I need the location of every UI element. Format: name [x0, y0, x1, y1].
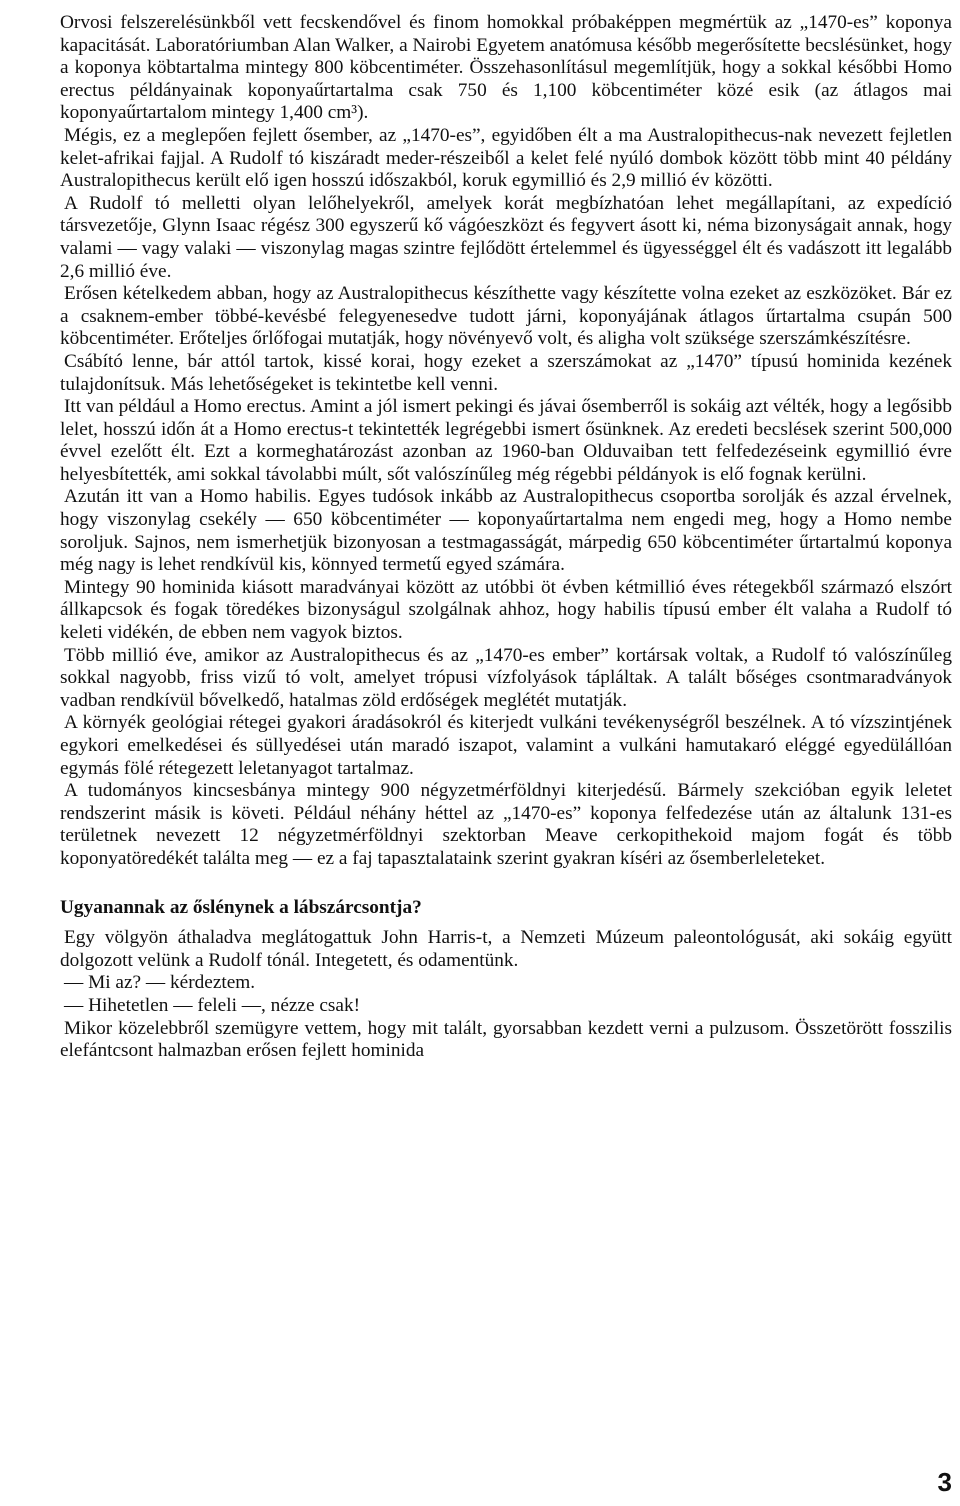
paragraph: — Hihetetlen — feleli —, nézze csak!: [64, 994, 361, 1016]
paragraph: Több millió éve, amikor az Australopithecus és az „1470-es ember” kortársak voltak, a Rudolf tó valószínűleg sokkal nagyobb, friss vizű tó volt, amelyet trópusi vízfolyások tápláltak. A talált bőséges csontmaradványok vadban rendkívül bővelkedő, hatalmas zöld erdőségek meglétét mutatják.: [60, 644, 952, 711]
paragraph: Egy völgyön áthaladva meglátogattuk John Harris-t, a Nemzeti Múzeum paleontológusát, aki sokáig együtt dolgozott velünk a Rudolf tónál. Integetett, és odamentünk.: [60, 927, 952, 971]
paragraph: A környék geológiai rétegei gyakori áradásokról és kiterjedt vulkáni tevékenységről beszélnek. A tó vízszintjének egykori emelkedései és süllyedései után maradó iszapot, valamint a vulkáni hamutakaró eléggé egyedülállóan egymás fölé rétegezett leletanyagot tartalmaz.: [60, 712, 952, 779]
paragraph: Csábító lenne, bár attól tartok, kissé korai, hogy ezeket a szerszámokat az „1470” típusú hominida kezének tulajdonítsuk. Más lehetőségeket is tekintetbe kell venni.: [60, 350, 952, 395]
paragraph: — Mi az? — kérdeztem.: [64, 972, 256, 994]
page-number: 3: [937, 1467, 952, 1497]
paragraph: A tudományos kincsesbánya mintegy 900 négyzetmérföldnyi kiterjedésű. Bármely szekcióban egyik leletet rendszerint másik is követi. Például néhány héttel az „1470-es” koponya felfedezése után az általunk 131-es területnek nevezett 12 négyzetmérföldnyi szektorban Meave cerkopithekoid majom fogát és több koponyatöredékét találta meg — ez a faj tapasztalataink szerint gyakran kíséri az ősemberleleteket.: [60, 780, 952, 869]
paragraph: Orvosi felszerelésünkből vett fecskendővel és finom homokkal próbaképpen megmértük az „1470-es” koponya kapacitását. Laboratóriumban Alan Walker, a Nairobi Egyetem anatómusa később megerősítette becslésünket, hogy a koponya köbtartalma mintegy 800 köbcentiméter. Összehasonlításul megemlítjük, hogy a sokkal későbbi Homo erectus példányainak koponyaűrtartalma csak 750 és 1,100 köbcentiméter közé esik (az átlagos mai koponyaűrtartalom mintegy 1,400 cm³).: [60, 12, 952, 124]
paragraph: Mégis, ez a meglepően fejlett ősember, az „1470-es”, egyidőben élt a ma Australopithecus-nak nevezett fejletlen kelet-afrikai fajjal. A Rudolf tó kiszáradt meder-részeiből a kelet felé nyúló dombok között több mint 40 példány Australopithecus került elő igen hosszú időszakból, koruk egymillió és 2,9 millió év közötti.: [60, 124, 952, 192]
body-text-section-1: [60, 12, 952, 871]
paragraph: A Rudolf tó melletti olyan lelőhelyekről, amelyek korát megbízhatóan lehet megállapítani, az expedíció társvezetője, Glynn Isaac régész 300 egyszerű kő vágóeszközt és fegyvert ásott ki, néma bizonyságait annak, hogy valami — vagy valaki — viszonylag magas szintre fejlődött értelemmel és ügyességgel élt és vadászott itt legalább 2,6 millió éve.: [60, 192, 952, 282]
paragraph: Erősen kételkedem abban, hogy az Australopithecus készíthette vagy készítette volna ezeket az eszközöket. Bár ez a csaknem-ember többé-kevésbé felegyenesedve tudott járni, koponyájának átlagos űrtartalma csupán 500 köbcentiméter. Erőteljes őrlőfogai mutatják, hogy növényevő volt, és aligha volt szüksége szerszámkészítésre.: [60, 283, 952, 350]
paragraph: Mintegy 90 hominida kiásott maradványai között az utóbbi öt évben kétmillió éves rétegekből származó elszórt állkapcsok és fogak töredékes bizonyságul szolgálnak ahhoz, hogy habilis típusú ember élt valaha a Rudolf tó keleti vidékén, de ebben nem vagyok biztos.: [60, 576, 952, 644]
paragraph: Itt van például a Homo erectus. Amint a jól ismert pekingi és jávai ősemberről is sokáig azt vélték, hogy a legősibb lelet, hosszú időn át a Homo erectus-t tekintették legrégebbi ismert ősünknek. Az eredeti becslések szerint 500,000 évvel ezelőtt élt. Ezt a kormeghatározást azonban az 1960-ban Olduvaiban tett felfedezéseink egymillió évre helyesbítették, ami sokkal távolabbi múlt, sőt valószínűleg még régebbi példányok is elő fognak kerülni.: [60, 396, 952, 485]
section-heading: Ugyanannak az őslénynek a lábszárcsontja?: [60, 896, 422, 918]
paragraph: Azután itt van a Homo habilis. Egyes tudósok inkább az Australopithecus csoportba sorolják és azzal érvelnek, hogy viszonylag csekély — 650 köbcentiméter — koponyaűrtartalma nem engedi meg, hogy a Homo nembe soroljuk. Sajnos, nem ismerhetjük bizonyosan a testmagasságát, márpedig 650 köbcentiméter űrtartalmú koponya még nagy is lehet rendkívül kis, könnyed termetű egyed számára.: [60, 486, 952, 576]
paragraph: Mikor közelebbről szemügyre vettem, hogy mit talált, gyorsabban kezdett verni a pulzusom. Összetörött fosszilis elefántcsont halmazban erősen fejlett hominida: [60, 1017, 952, 1062]
body-text-section-2: [60, 927, 952, 1063]
page: [60, 12, 952, 1063]
